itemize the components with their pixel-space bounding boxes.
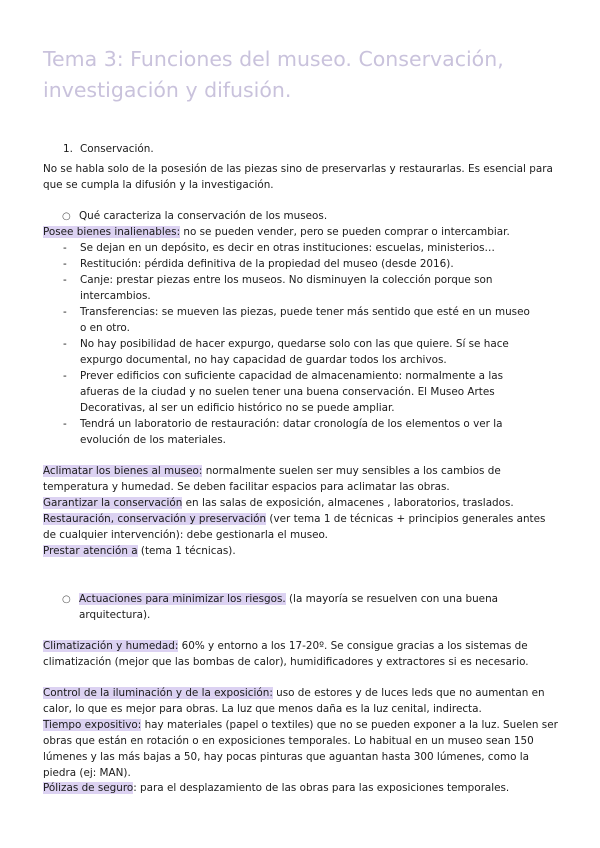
paragraph-garantizar — [43, 496, 559, 512]
section-number: 1. — [63, 143, 73, 155]
list-item-text: Restitución: pérdida definitiva de la propiedad del museo (desde 2016). — [80, 258, 454, 270]
dash-bullet: - — [63, 242, 67, 254]
page-title: Tema 3: Funciones del museo. Conservación, investigación y difusión. — [43, 47, 504, 102]
list-item-text: Prever edificios con suficiente capacidad de almacenamiento: normalmente a las afueras de la ciudad y no suelen tener una buena conservación. El Museo Artes Decorativas, al ser un edificio histórico no se puede ampliar. — [80, 370, 504, 414]
paragraph-text: : para el desplazamiento de las obras para las exposiciones temporales. — [133, 782, 510, 794]
dash-bullet: - — [63, 370, 67, 382]
paragraph-text: (tema 1 técnicas). — [137, 545, 236, 557]
paragraph-text: 60% y entorno a los 17-20º. Se consigue gracias a los sistemas de climatización (mejor que las bombas de calor), humidificadores y extractores si es necesario. — [43, 640, 529, 668]
paragraph-prestar — [43, 544, 559, 560]
circle-bullet-icon: ○ — [62, 211, 71, 222]
paragraph-iluminacion — [43, 686, 559, 718]
dash-bullet: - — [63, 418, 67, 430]
subsection-heading — [62, 592, 532, 624]
list-item — [63, 369, 533, 417]
dash-bullet: - — [63, 306, 67, 318]
list-item — [63, 241, 533, 257]
highlight-label: Tiempo expositivo: — [43, 719, 142, 731]
paragraph-text: en las salas de exposición, almacenes , laboratorios, traslados. — [182, 497, 514, 509]
list-item-text: Tendrá un laboratorio de restauración: datar cronología de los elementos o ver la evolución de los materiales. — [80, 418, 503, 446]
dash-bullet: - — [63, 338, 67, 350]
list-item — [63, 257, 533, 273]
list-item-text: Se dejan en un depósito, es decir en otras instituciones: escuelas, ministerios… — [80, 242, 495, 254]
list-item-text: Canje: prestar piezas entre los museos. No disminuyen la colección porque son intercambios. — [80, 274, 493, 302]
paragraph-tiempo — [43, 718, 559, 782]
list-item — [63, 305, 533, 337]
highlight-label: Pólizas de seguro — [43, 782, 134, 794]
paragraph-text: normalmente suelen ser muy sensibles a los cambios de temperatura y humedad. Se deben facilitar espacios para aclimatar las obras. — [43, 465, 501, 493]
list-item — [63, 417, 533, 449]
paragraph-text: no se pueden vender, pero se pueden comprar o intercambiar. — [180, 226, 510, 238]
highlight-label: Restauración, conservación y preservación — [43, 513, 267, 525]
paragraph-text: hay materiales (papel o textiles) que no se pueden exponer a la luz. Suelen ser obras que están en rotación o en exposiciones temporales. Lo habitual en un museo sean 150 lúmenes y las más bajas a 50, hay pocas pinturas que aguantan hasta 300 lúmenes, como la piedra (ej: MAN). — [43, 719, 558, 779]
paragraph-text: (la mayoría se resuelven con una buena arquitectura). — [79, 593, 499, 621]
paragraph-polizas — [43, 781, 559, 797]
highlight-label: Climatización y humedad: — [43, 640, 179, 652]
list-item — [63, 273, 533, 305]
paragraph-text: uso de estores y de luces leds que no aumentan en calor, lo que es mejor para obras. La luz que menos daña es la luz cenital, indirecta. — [43, 687, 545, 715]
highlight-label: Posee bienes inalienables: — [43, 226, 181, 238]
paragraph-inalienables — [43, 225, 559, 241]
subsection-title: Qué caracteriza la conservación de los museos. — [79, 210, 328, 222]
highlight-label: Prestar atención a — [43, 545, 138, 557]
paragraph-climatizacion — [43, 639, 559, 671]
list-item — [63, 337, 533, 369]
list-item-text: Transferencias: se mueven las piezas, puede tener más sentido que esté en un museo o en otro. — [80, 306, 530, 334]
section-intro: No se habla solo de la posesión de las piezas sino de preservarlas y restaurarlas. Es esencial para que se cumpla la difusión y la investigación. — [43, 163, 553, 191]
highlight-label: Actuaciones para minimizar los riesgos. — [79, 593, 286, 605]
paragraph-aclimatar — [43, 464, 559, 496]
section-title: Conservación. — [80, 143, 154, 155]
paragraph-restauracion — [43, 512, 559, 544]
highlight-label: Garantizar la conservación — [43, 497, 183, 509]
highlight-label: Control de la iluminación y de la exposición: — [43, 687, 273, 699]
paragraph-text: (ver tema 1 de técnicas + principios generales antes de cualquier intervención): debe gestionarla el museo. — [43, 513, 546, 541]
list-item-text: No hay posibilidad de hacer expurgo, quedarse solo con las que quiere. Sí se hace expurgo documental, no hay capacidad de guardar todos los archivos. — [80, 338, 509, 366]
dash-bullet: - — [63, 258, 67, 270]
circle-bullet-icon: ○ — [62, 594, 71, 605]
highlight-label: Aclimatar los bienes al museo: — [43, 465, 203, 477]
dash-bullet: - — [63, 274, 67, 286]
